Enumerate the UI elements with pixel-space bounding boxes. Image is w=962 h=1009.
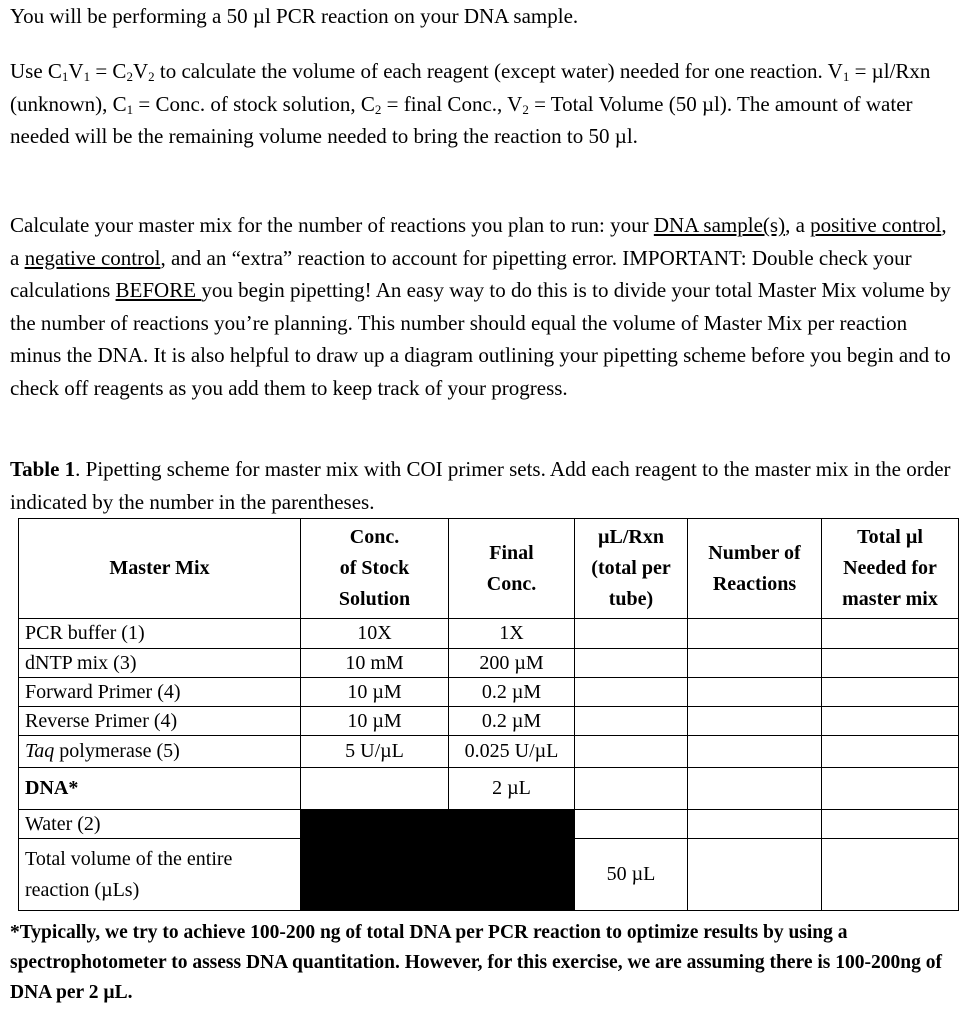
table-header-row: [19, 519, 959, 619]
ul-per-rxn-cell: [575, 649, 688, 678]
pipetting-table: [18, 518, 959, 911]
total-ul-cell: [822, 649, 959, 678]
final-conc-cell: 0.2 µM: [449, 707, 575, 736]
number-of-reactions-cell: [688, 707, 822, 736]
reagent-cell: Forward Primer (4): [19, 678, 301, 707]
ul-per-rxn-cell: [575, 736, 688, 768]
table-caption: [10, 453, 955, 518]
formula-text: = µl/Rxn (unknown), C: [10, 59, 931, 116]
stock-conc-cell: 10 µM: [301, 707, 449, 736]
total-label: Total volume of the entire reaction (µLs): [19, 839, 301, 911]
paragraph-text: Calculate your master mix for the number of reactions you plan to run: your: [10, 213, 654, 237]
paragraph-text: , a: [785, 213, 811, 237]
stock-conc-cell: 5 U/µL: [301, 736, 449, 768]
table-caption-label: Table 1: [10, 457, 76, 481]
number-of-reactions-cell: [688, 810, 822, 839]
table-row: [19, 707, 959, 736]
final-conc-cell: 1X: [449, 619, 575, 649]
subscript: 2: [148, 69, 155, 84]
number-of-reactions-cell: [688, 619, 822, 649]
dna-final-cell: 2 µL: [449, 768, 575, 810]
table-row: [19, 649, 959, 678]
subscript: 1: [126, 101, 134, 117]
blacked-out-cell: [301, 810, 449, 839]
total-row: [19, 839, 959, 911]
blacked-out-cell: [449, 839, 575, 911]
stock-conc-cell: [301, 768, 449, 810]
formula-text: V: [68, 59, 84, 83]
reagent-cell: Taq polymerase (5): [19, 736, 301, 768]
reagent-cell: dNTP mix (3): [19, 649, 301, 678]
table-caption-text: . Pipetting scheme for master mix with COI primer sets. Add each reagent to the master mix in the order indicated by the number in the parentheses.: [10, 457, 951, 514]
table-row: [19, 678, 959, 707]
paragraph-text: , a: [10, 213, 947, 270]
header-number-of-reactions: Number of Reactions: [688, 519, 822, 619]
stock-conc-cell: 10X: [301, 619, 449, 649]
number-of-reactions-cell: [688, 839, 822, 911]
formula-text: = final Conc., V: [381, 91, 523, 116]
stock-conc-cell: 10 µM: [301, 678, 449, 707]
total-ul-cell: [822, 768, 959, 810]
underlined-text: DNA sample(s): [653, 213, 786, 237]
subscript: 2: [374, 101, 382, 117]
header-total-ul: Total µl Needed for master mix: [822, 519, 959, 619]
number-of-reactions-cell: [688, 768, 822, 810]
master-mix-paragraph: [10, 209, 955, 404]
formula-text: = Total Volume (50 µl). The amount of water needed will be the remaining volume needed to bring the reaction to 50 µl.: [10, 91, 913, 148]
formula-text: = Conc. of stock solution, C: [133, 91, 375, 116]
table-row: [19, 736, 959, 768]
underlined-text: positive control: [810, 213, 942, 237]
ul-per-rxn-cell: [575, 810, 688, 839]
total-ul-cell: [822, 619, 959, 649]
ul-per-rxn-cell: [575, 707, 688, 736]
underlined-text: negative control: [24, 245, 161, 270]
ul-per-rxn-cell: [575, 768, 688, 810]
number-of-reactions-cell: [688, 678, 822, 707]
number-of-reactions-cell: [688, 736, 822, 768]
final-conc-cell: 0.025 U/µL: [449, 736, 575, 768]
subscript: 1: [83, 69, 91, 84]
total-ul-cell: [822, 839, 959, 911]
ul-per-rxn-cell: [575, 678, 688, 707]
final-conc-cell: 0.2 µM: [449, 678, 575, 707]
formula-paragraph: [10, 55, 955, 153]
header-stock-conc: Conc. of Stock Solution: [301, 519, 449, 619]
subscript: 1: [842, 69, 850, 84]
subscript: 2: [522, 101, 529, 117]
water-row: [19, 810, 959, 839]
footnote: *Typically, we try to achieve 100-200 ng of total DNA per PCR reaction to optimize results by using a spectrophotometer to assess DNA quantitation. However, for this exercise, we are assuming there is 100-200ng of DNA per 2 µL.: [10, 922, 942, 1003]
stock-conc-cell: 10 mM: [301, 649, 449, 678]
number-of-reactions-cell: [688, 649, 822, 678]
header-ul-per-rxn: µL/Rxn (total per tube): [575, 519, 688, 619]
formula-text: Use C: [10, 59, 62, 83]
blacked-out-cell: [301, 839, 449, 911]
total-ul-cell: [822, 707, 959, 736]
intro-text: You will be performing a 50 µl PCR reaction on your DNA sample.: [10, 4, 579, 28]
total-ul-cell: [822, 678, 959, 707]
reagent-cell: PCR buffer (1): [19, 619, 301, 649]
formula-text: = C: [90, 59, 127, 83]
formula-text: V: [132, 59, 149, 83]
paragraph-text: you begin pipetting! An easy way to do this is to divide your total Master Mix volume by the number of reactions you’re planning. This number should equal the volume of Master Mix per reaction minus the DNA. It is also helpful to draw up a diagram outlining your pipetting scheme before you begin and to check off reagents as you add them to keep track of your progress.: [10, 278, 951, 400]
dna-row: [19, 768, 959, 810]
paragraph-text: , and an “extra” reaction to account for pipetting error. IMPORTANT: Double check your calculations: [10, 245, 912, 302]
ul-per-rxn-cell: [575, 619, 688, 649]
subscript: 2: [126, 69, 133, 84]
total-ul-per-rxn-cell: 50 µL: [575, 839, 688, 911]
header-master-mix: Master Mix: [19, 519, 301, 619]
header-final-conc: Final Conc.: [449, 519, 575, 619]
underlined-text: BEFORE: [115, 278, 202, 302]
formula-text: to calculate the volume of each reagent (except water) needed for one reaction. V: [154, 59, 843, 83]
water-label: Water (2): [19, 810, 301, 839]
blacked-out-cell: [449, 810, 575, 839]
total-ul-cell: [822, 810, 959, 839]
dna-label: DNA*: [19, 768, 301, 810]
reagent-cell: Reverse Primer (4): [19, 707, 301, 736]
total-ul-cell: [822, 736, 959, 768]
final-conc-cell: 200 µM: [449, 649, 575, 678]
subscript: 1: [61, 69, 69, 84]
table-row: [19, 619, 959, 649]
